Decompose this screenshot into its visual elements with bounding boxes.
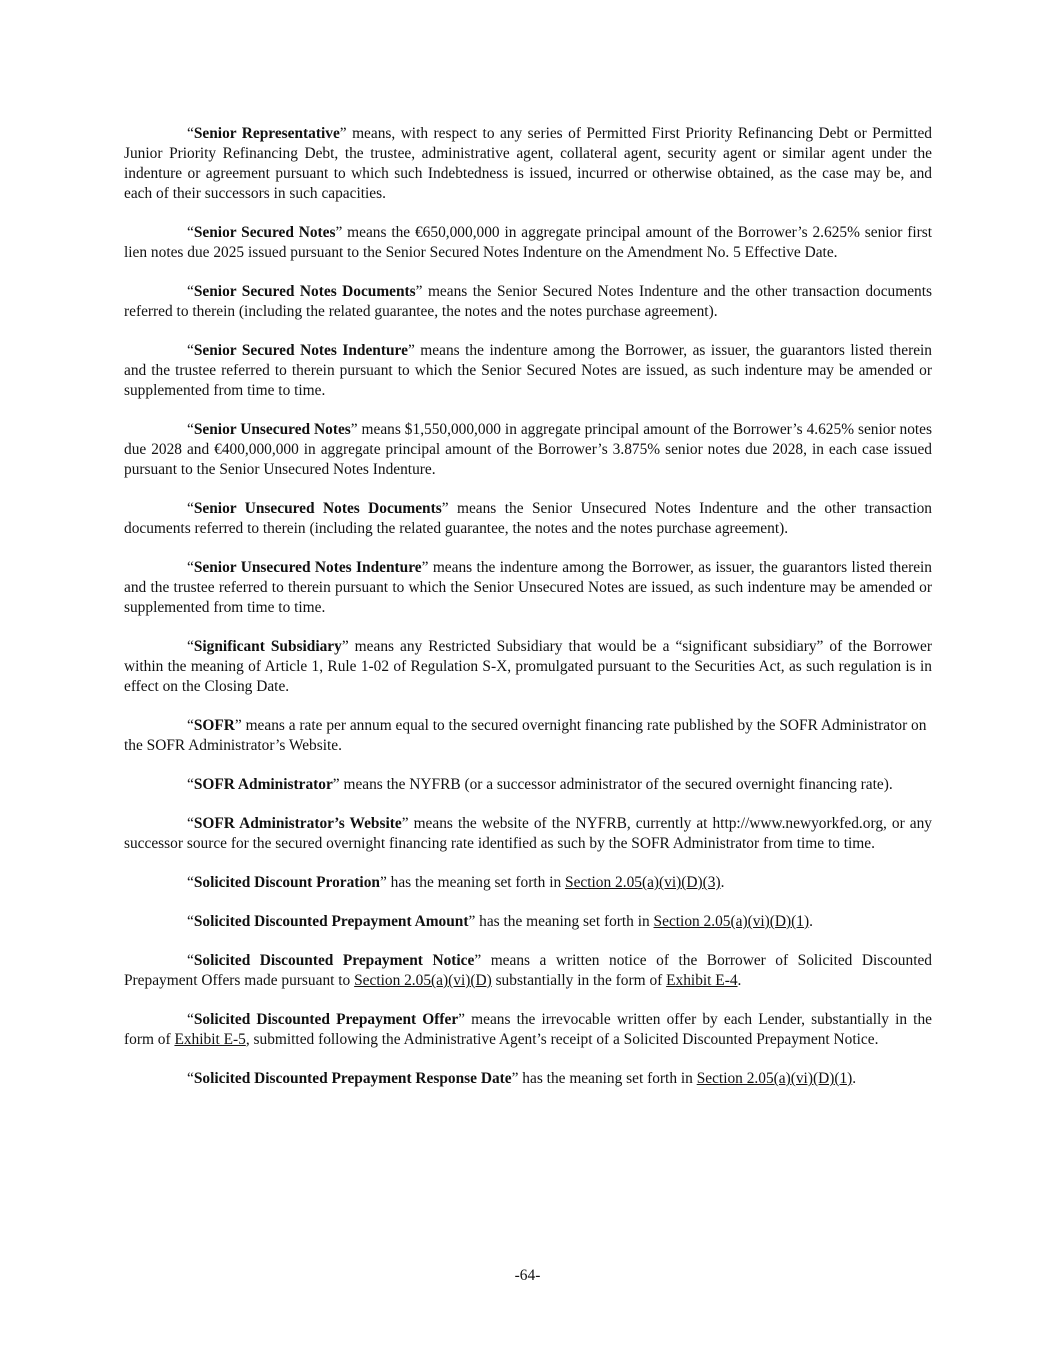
definition-text: ” means a rate per annum equal to the secured overnight financing rate published by the SOFR Administrator on the SOFR Administrator’s Website. [124, 717, 927, 754]
definition-text: ” has the meaning set forth in [379, 874, 566, 891]
defined-term: Senior Unsecured Notes [193, 421, 351, 438]
definition-paragraph [124, 912, 932, 932]
open-quote: “ [187, 638, 194, 655]
definition-paragraph [124, 558, 932, 618]
exhibit-reference: Exhibit E-5 [174, 1031, 246, 1048]
page-number: -64- [514, 1267, 541, 1284]
definition-paragraph [124, 282, 932, 322]
defined-term: Senior Unsecured Notes Indenture [193, 559, 422, 576]
defined-term: Senior Secured Notes [193, 224, 336, 241]
definition-text-end: , submitted following the Administrative Agent’s receipt of a Solicited Discounted Prepayment Notice. [245, 1031, 879, 1048]
section-reference: Section 2.05(a)(vi)(D) [354, 972, 492, 989]
definition-text: ” means the indenture among the Borrower, as issuer, the guarantors listed therein and the trustee referred to therein pursuant to which the Senior Unsecured Notes are issued, as such indenture may be amended or supplemented from time to time. [124, 559, 932, 616]
definition-paragraph [124, 814, 932, 854]
open-quote: “ [187, 500, 194, 517]
definition-paragraph [124, 716, 932, 756]
definition-text-end: . [852, 1070, 857, 1087]
definition-paragraph [124, 1069, 932, 1089]
open-quote: “ [187, 815, 194, 832]
open-quote: “ [187, 1070, 194, 1087]
open-quote: “ [187, 559, 194, 576]
open-quote: “ [187, 717, 194, 734]
definition-text: ” has the meaning set forth in [511, 1070, 697, 1087]
defined-term: Solicited Discounted Prepayment Offer [193, 1011, 459, 1028]
definition-paragraph [124, 223, 932, 263]
definition-text: ” means the indenture among the Borrower, as issuer, the guarantors listed therein and the trustee referred to therein pursuant to which the Senior Secured Notes are issued, as such indenture may be amended or supplemented from time to time. [124, 342, 933, 399]
defined-term: SOFR [193, 717, 235, 734]
definition-paragraph [124, 499, 932, 539]
section-reference: Section 2.05(a)(vi)(D)(3) [565, 874, 721, 891]
definition-paragraph [124, 637, 932, 697]
definition-text: ” means the Senior Secured Notes Indenture and the other transaction documents referred to therein (including the related guarantee, the notes and the notes purchase agreement). [124, 283, 932, 320]
open-quote: “ [187, 421, 194, 438]
definition-text: ” means the Senior Unsecured Notes Indenture and the other transaction documents referred to therein (including the related guarantee, the notes and the notes purchase agreement). [124, 500, 932, 537]
exhibit-reference: Exhibit E-4 [666, 972, 738, 989]
definition-paragraph [124, 1010, 932, 1050]
definition-text: ” means $1,550,000,000 in aggregate principal amount of the Borrower’s 4.625% senior notes due 2028 and €400,000,000 in aggregate principal amount of the Borrower’s 3.875% senior notes due 2028, in each case issued pursuant to the Senior Unsecured Notes Indenture. [124, 421, 932, 478]
open-quote: “ [187, 224, 194, 241]
defined-term: Significant Subsidiary [193, 638, 342, 655]
definition-text: ” means, with respect to any series of Permitted First Priority Refinancing Debt or Permitted Junior Priority Refinancing Debt, the trustee, administrative agent, collateral agent, security agent or similar agent under the indenture or agreement pursuant to which such Indebtedness is issued, incurred or otherwise obtained, as the case may be, and each of their successors in such capacities. [124, 125, 932, 202]
open-quote: “ [187, 1011, 194, 1028]
defined-term: Senior Secured Notes Indenture [193, 342, 408, 359]
defined-term: SOFR Administrator’s Website [193, 815, 402, 832]
definition-text: ” has the meaning set forth in [468, 913, 654, 930]
definition-text: ” means the NYFRB (or a successor administrator of the secured overnight financing rate). [332, 776, 893, 793]
definition-paragraph [124, 124, 932, 204]
definition-text-end: . [809, 913, 813, 930]
open-quote: “ [187, 776, 194, 793]
defined-term: Senior Unsecured Notes Documents [193, 500, 442, 517]
definition-text: ” means any Restricted Subsidiary that would be a “significant subsidiary” of the Borrower within the meaning of Article 1, Rule 1-02 of Regulation S-X, promulgated pursuant to the Securities Act, as such regulation is in effect on the Closing Date. [124, 638, 932, 695]
definition-text: ” means the €650,000,000 in aggregate principal amount of the Borrower’s 2.625% senior first lien notes due 2025 issued pursuant to the Senior Secured Notes Indenture on the Amendment No. 5 Effective Date. [124, 224, 933, 261]
open-quote: “ [187, 874, 194, 891]
defined-term: Solicited Discounted Prepayment Amount [193, 913, 469, 930]
open-quote: “ [187, 125, 194, 142]
open-quote: “ [187, 913, 194, 930]
open-quote: “ [187, 283, 194, 300]
defined-term: SOFR Administrator [193, 776, 333, 793]
defined-term: Senior Representative [193, 125, 340, 142]
definitions-section [124, 124, 932, 1108]
section-reference: Section 2.05(a)(vi)(D)(1) [696, 1070, 853, 1087]
definition-paragraph [124, 873, 932, 893]
definition-paragraph [124, 341, 932, 401]
defined-term: Solicited Discount Proration [193, 874, 380, 891]
definition-text-mid: substantially in the form of [491, 972, 667, 989]
definition-text: ” means a written notice of the Borrower of Solicited Discounted Prepayment Offers made pursuant to [124, 952, 932, 989]
section-reference: Section 2.05(a)(vi)(D)(1) [653, 913, 810, 930]
defined-term: Senior Secured Notes Documents [193, 283, 416, 300]
definition-paragraph [124, 951, 932, 991]
open-quote: “ [187, 342, 194, 359]
defined-term: Solicited Discounted Prepayment Response Date [193, 1070, 512, 1087]
definition-paragraph [124, 775, 932, 795]
definition-text: ” means the website of the NYFRB, currently at http://www.newyorkfed.org, or any successor source for the secured overnight financing rate identified as such by the SOFR Administrator from time to time. [124, 815, 932, 852]
definition-paragraph [124, 420, 932, 480]
definition-text: ” means the irrevocable written offer by each Lender, substantially in the form of [124, 1011, 932, 1048]
definition-text-end: . [720, 874, 725, 891]
defined-term: Solicited Discounted Prepayment Notice [193, 952, 475, 969]
definition-text-end: . [737, 972, 742, 989]
open-quote: “ [187, 952, 194, 969]
